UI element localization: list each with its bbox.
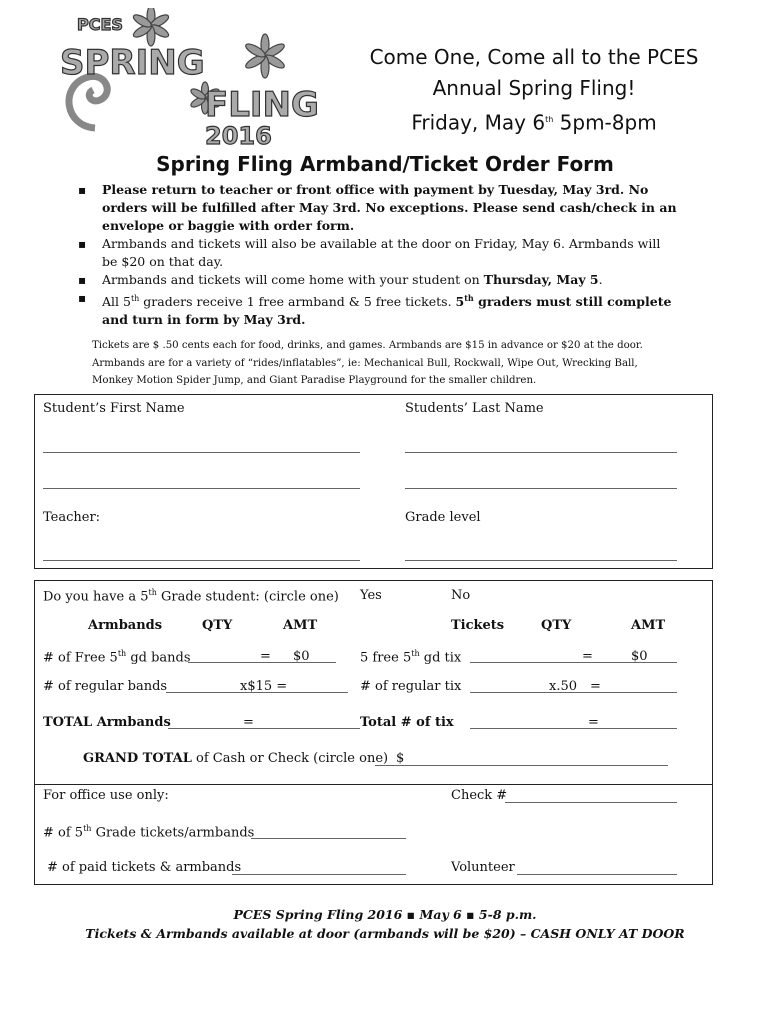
footer-line2: Tickets & Armbands available at door (armbands will be $20) – CASH ONLY AT DOOR	[85, 926, 685, 941]
flower-icon	[244, 34, 286, 78]
grand-total-dollar: $	[396, 751, 405, 766]
teacher-line[interactable]	[43, 560, 360, 561]
rules-list	[78, 181, 678, 329]
header-line2: Annual Spring Fling!	[432, 76, 636, 100]
total-tix-eq: =	[588, 715, 599, 730]
free-tix-amt: $0	[631, 649, 648, 664]
note-line: Monkey Motion Spider Jump, and Giant Paradise Playground for the smaller children.	[92, 375, 537, 386]
office-divider	[34, 784, 713, 785]
first-name-line-1[interactable]	[43, 452, 360, 453]
rule-item: ▪ Armbands and tickets will come home with your student on Thursday, May 5.	[78, 271, 678, 289]
regular-tix-eq: =	[590, 679, 601, 694]
rule-item: ▪ All 5th graders receive 1 free armband & 5 free tickets. 5th graders must still complete and turn in form by May 3rd.	[78, 289, 678, 329]
grand-total-label: GRAND TOTAL of Cash or Check (circle one)	[83, 751, 389, 766]
last-name-line-1[interactable]	[405, 452, 677, 453]
flower-icon	[132, 8, 171, 46]
event-header	[354, 42, 714, 139]
logo-word2: FLING	[205, 85, 319, 125]
header-line3: Friday, May 6th 5pm-8pm	[411, 110, 657, 135]
paid-tickets-line[interactable]	[232, 874, 406, 875]
yes-option[interactable]: Yes	[360, 588, 382, 603]
paid-tickets-label: # of paid tickets & armbands	[47, 860, 242, 875]
free-tix-eq: =	[582, 649, 593, 664]
check-number-line[interactable]	[505, 802, 677, 803]
tickets-header: Tickets	[451, 618, 505, 633]
armbands-amt-header: AMT	[283, 618, 318, 633]
free-bands-eq: =	[260, 649, 271, 664]
regular-bands-label: # of regular bands	[43, 679, 168, 694]
no-option[interactable]: No	[451, 588, 471, 603]
fifth-grade-tickets-label: # of 5th Grade tickets/armbands	[43, 824, 255, 841]
armbands-qty-header: QTY	[202, 618, 233, 633]
last-name-line-2[interactable]	[405, 488, 677, 489]
fifth-grade-question: Do you have a 5th Grade student: (circle one)	[43, 588, 339, 605]
header-line1: Come One, Come all to the PCES	[369, 45, 699, 69]
logo-year: 2016	[205, 122, 272, 148]
first-name-line-2[interactable]	[43, 488, 360, 489]
footer-line1: PCES Spring Fling 2016 ▪ May 6 ▪ 5-8 p.m.	[233, 907, 537, 922]
last-name-label: Students’ Last Name	[405, 401, 544, 416]
teacher-label: Teacher:	[43, 510, 101, 525]
pricing-note	[92, 337, 692, 390]
office-use-label: For office use only:	[43, 788, 169, 803]
footer	[0, 905, 770, 943]
total-armbands-label: TOTAL Armbands	[43, 715, 171, 730]
total-tix-label: Total # of tix	[360, 715, 454, 730]
note-line: Armbands are for a variety of “rides/inflatables”, ie: Mechanical Bull, Rockwall, Wipe Out, Wrecking Ball,	[92, 357, 638, 369]
free-bands-label: # of Free 5th gd bands	[43, 649, 191, 666]
total-armbands-line[interactable]	[168, 728, 360, 729]
check-number-label: Check #	[451, 788, 508, 803]
total-tix-line[interactable]	[470, 728, 677, 729]
volunteer-label: Volunteer	[451, 860, 515, 875]
fifth-grade-tickets-line[interactable]	[251, 838, 406, 839]
free-tix-label: 5 free 5th gd tix	[360, 649, 462, 666]
regular-tix-label: # of regular tix	[360, 679, 462, 694]
logo-word1: SPRING	[60, 43, 205, 83]
grade-line[interactable]	[405, 560, 677, 561]
logo-small-text: PCES	[77, 15, 123, 34]
total-armbands-eq: =	[243, 715, 254, 730]
grand-total-line[interactable]	[375, 765, 668, 766]
volunteer-line[interactable]	[517, 874, 677, 875]
regular-tix-price: x.50	[549, 679, 578, 694]
form-title: Spring Fling Armband/Ticket Order Form	[156, 152, 614, 176]
tickets-amt-header: AMT	[631, 618, 666, 633]
student-info-box	[34, 394, 713, 569]
regular-bands-price: x$15 =	[240, 679, 288, 694]
armbands-header: Armbands	[88, 618, 163, 633]
free-bands-amt: $0	[293, 649, 310, 664]
first-name-label: Student’s First Name	[43, 401, 185, 416]
note-line: Tickets are $ .50 cents each for food, drinks, and games. Armbands are $15 in advance or $20 at the door.	[92, 340, 643, 351]
rule-item: ▪ Armbands and tickets will also be available at the door on Friday, May 6. Armbands will be $20 on that day.	[78, 235, 678, 271]
tickets-qty-header: QTY	[541, 618, 572, 633]
spring-fling-logo	[55, 8, 345, 148]
grade-label: Grade level	[405, 510, 481, 525]
rule-item: ▪ Please return to teacher or front office with payment by Tuesday, May 3rd. No orders will be fulfilled after May 3rd. No exceptions. Please send cash/check in an envelope or baggie with order form.	[78, 181, 678, 235]
